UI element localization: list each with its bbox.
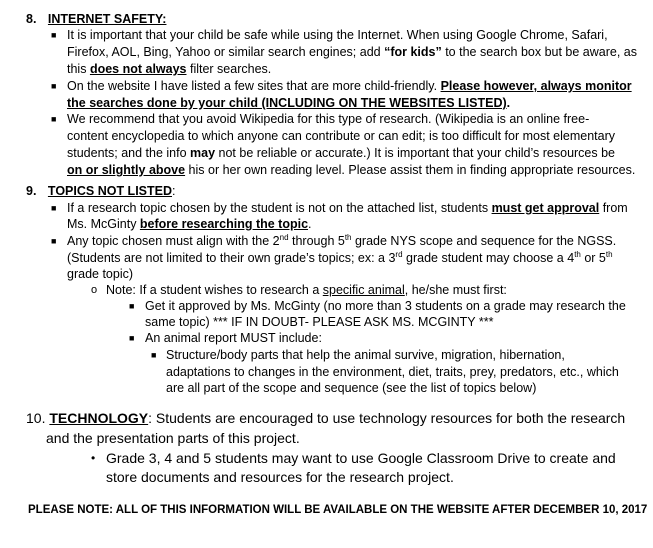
s8-b3-line1: We recommend that you avoid Wikipedia for this type of research. (Wikipedia is an online free-: [67, 112, 590, 126]
circle-bullet-icon: o: [91, 284, 98, 296]
section-9-heading: 9. TOPICS NOT LISTED:: [26, 184, 176, 198]
s9-n2-line: An animal report MUST include:: [145, 331, 322, 345]
s8-b2-line1: On the website I have listed a few sites that are more child-friendly. Please however, always monitor: [67, 79, 632, 93]
s9-n2a-line1: Structure/body parts that help the animal survive, migration, hibernation,: [166, 348, 565, 362]
s9-b2-line2: (Students are not limited to their own grade’s topics; ex: a 3rd grade student may choose a 4th or 5th: [67, 249, 613, 265]
bullet-icon: ■: [51, 114, 57, 124]
section-10-heading: 10. TECHNOLOGY: Students are encouraged to use technology resources for both the research: [26, 410, 626, 426]
bullet-icon: ■: [51, 81, 57, 91]
bullet-icon: ■: [51, 30, 57, 40]
section-9-number: 9.: [26, 184, 37, 198]
section-8-heading: [26, 11, 166, 27]
bullet-icon: ■: [151, 350, 157, 360]
s9-n2a-line2: adaptations to changes in the environment, diet, traits, prey, predators, etc., which: [166, 365, 619, 379]
s9-b1-line1: If a research topic chosen by the student is not on the attached list, students must get approval from: [67, 201, 628, 215]
s10-b1-line2: store documents and resources for the research project.: [106, 469, 454, 485]
section-8-title: INTERNET SAFETY:: [47, 12, 167, 26]
bullet-dot-icon: •: [91, 451, 96, 465]
s8-b2-line2: the searches done by your child (INCLUDING ON THE WEBSITES LISTED).: [67, 96, 511, 110]
s10-b1-line1: Grade 3, 4 and 5 students may want to use Google Classroom Drive to create and: [106, 450, 616, 466]
s10-line2: and the presentation parts of this project.: [46, 430, 300, 446]
s9-n1-line2: same topic) *** IF IN DOUBT- PLEASE ASK MS. MCGINTY ***: [145, 315, 494, 329]
s9-note-line: Note: If a student wishes to research a specific animal, he/she must first:: [106, 283, 507, 297]
bullet-icon: ■: [129, 301, 135, 311]
s8-b3-line2: content encyclopedia to which anyone can contribute or can edit; is too difficult for most elementary: [67, 129, 615, 143]
s9-n1-line1: Get it approved by Ms. McGinty (no more than 3 students on a grade may research the: [145, 299, 626, 313]
bullet-icon: ■: [51, 236, 57, 246]
section-10-title: TECHNOLOGY: [49, 410, 149, 426]
bullet-icon: ■: [51, 203, 57, 213]
s8-b3-line3: students; and the info may not be reliable or accurate.) It is important that your child’s resources be: [67, 146, 616, 160]
s9-b2-line3: grade topic): [67, 267, 134, 281]
bullet-icon: ■: [129, 333, 135, 343]
footer-note: PLEASE NOTE: ALL OF THIS INFORMATION WILL BE AVAILABLE ON THE WEBSITE AFTER DECEMBER 10, 2017: [28, 504, 648, 516]
s9-b2-line1: Any topic chosen must align with the 2nd through 5th grade NYS scope and sequence for the NGSS.: [67, 232, 617, 248]
s8-b1-line3: this does not always filter searches.: [67, 62, 272, 76]
s8-b3-line4: on or slightly above his or her own reading level. Please assist them in finding appropriate resources.: [67, 163, 636, 177]
section-10-number: 10.: [26, 410, 46, 426]
section-8-number: 8.: [26, 12, 37, 26]
s8-b1-line2: Firefox, AOL, Bing, Yahoo or similar search engines; add “for kids” to the search box but be aware, as: [67, 45, 637, 59]
s8-b1-line1: It is important that your child be safe while using the Internet. When using Google Chrome, Safari,: [67, 28, 608, 42]
s9-b1-line2: Ms. McGinty before researching the topic.: [67, 217, 312, 231]
section-9-title: TOPICS NOT LISTED: [47, 184, 173, 198]
s9-n2a-line3: are all part of the scope and sequence (see the list of topics below): [166, 381, 537, 395]
